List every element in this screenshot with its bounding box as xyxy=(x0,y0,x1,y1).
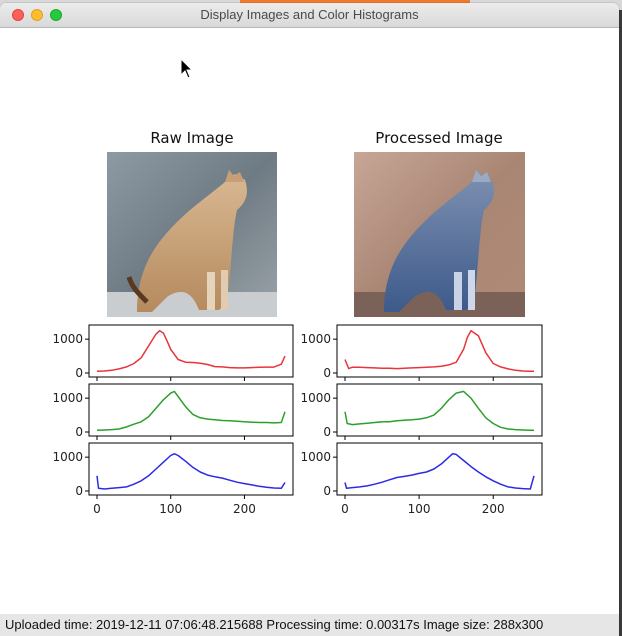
proc-blue-ytick-label: 0 xyxy=(323,484,331,498)
raw-image-title: Raw Image xyxy=(150,129,234,147)
processed-image-title: Processed Image xyxy=(375,129,503,147)
app-window xyxy=(0,3,619,636)
proc-blue-xtick-label: 0 xyxy=(341,502,349,516)
window-title: Display Images and Color Histograms xyxy=(200,7,419,22)
proc-blue-xtick-label: 100 xyxy=(407,502,431,516)
raw-red-ytick-label: 0 xyxy=(75,366,83,380)
proc-green-ytick-label: 1000 xyxy=(300,391,331,406)
proc-red-ytick-label: 0 xyxy=(323,366,331,380)
raw-blue-ytick-label: 0 xyxy=(75,484,83,498)
proc-blue-ytick-label: 1000 xyxy=(300,450,331,465)
raw-blue-xtick-label: 0 xyxy=(93,502,101,516)
proc-red-ytick-label: 1000 xyxy=(300,332,331,347)
raw-green-ytick-label: 1000 xyxy=(52,391,83,406)
raw-blue-xtick-label: 200 xyxy=(232,502,256,516)
status-bar: Uploaded time: 2019-12-11 07:06:48.215688 Processing time: 0.00317s Image size: 288x300 xyxy=(0,614,619,636)
proc-blue-xtick-label: 200 xyxy=(481,502,505,516)
raw-red-ytick-label: 1000 xyxy=(52,332,83,347)
histogram-figure xyxy=(0,3,619,523)
raw-green-ytick-label: 0 xyxy=(75,425,83,439)
proc-green-ytick-label: 0 xyxy=(323,425,331,439)
raw-blue-ytick-label: 1000 xyxy=(52,450,83,465)
raw-blue-xtick-label: 100 xyxy=(159,502,183,516)
